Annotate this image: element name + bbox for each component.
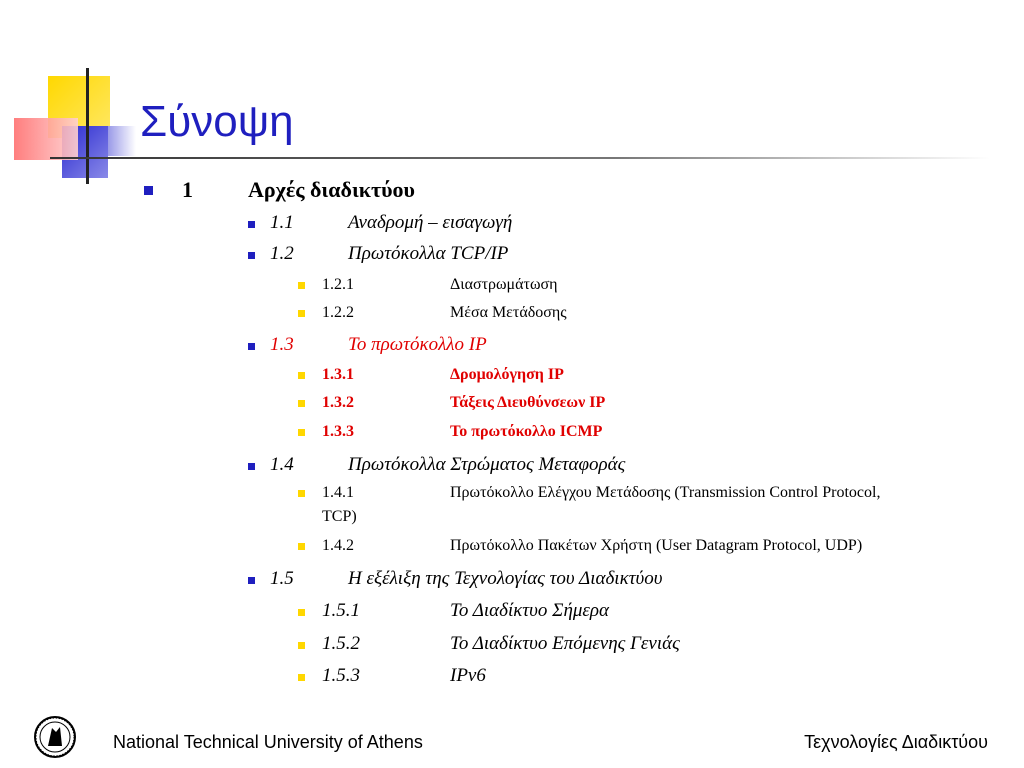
bullet-icon — [298, 310, 305, 317]
footer-course-title: Τεχνολογίες Διαδικτύου — [804, 732, 988, 752]
corner-vertical-line — [86, 68, 89, 184]
bullet-icon — [248, 577, 255, 584]
outline-text: Πρωτόκολλα TCP/IP — [348, 243, 509, 264]
outline-number: 1.5.1 — [322, 600, 360, 621]
bullet-icon — [298, 543, 305, 550]
outline-text: Τάξεις Διευθύνσεων IP — [450, 394, 606, 411]
bullet-icon — [298, 609, 305, 616]
bullet-icon — [298, 282, 305, 289]
outline-text: Το πρωτόκολλο IP — [348, 334, 487, 355]
bullet-icon — [298, 674, 305, 681]
outline-text: Αναδρομή – εισαγωγή — [348, 212, 513, 233]
bullet-icon — [248, 252, 255, 259]
outline-number: 1.3.1 — [322, 366, 354, 383]
bullet-icon — [298, 642, 305, 649]
bullet-icon — [248, 221, 255, 228]
bullet-icon — [248, 463, 255, 470]
footer-university: National Technical University of Athens — [113, 732, 423, 752]
outline-text: Πρωτόκολλα Στρώματος Μεταφοράς — [348, 454, 626, 475]
outline-text: Πρωτόκολλο Ελέγχου Μετάδοσης (Transmission Control Protocol, — [450, 484, 881, 501]
outline-text: Αρχές διαδικτύου — [248, 177, 415, 202]
outline-text-continuation: TCP) — [322, 508, 357, 525]
outline-number: 1.3 — [270, 334, 294, 355]
university-seal-logo — [34, 716, 76, 758]
outline-text: Πρωτόκολλο Πακέτων Χρήστη (User Datagram Protocol, UDP) — [450, 537, 863, 554]
outline-text: Το πρωτόκολλο ICMP — [450, 423, 603, 440]
outline-number: 1.4.1 — [322, 484, 354, 501]
outline-text: Δρομολόγηση IP — [450, 366, 564, 383]
outline-number: 1.3.2 — [322, 394, 354, 411]
bullet-icon — [298, 490, 305, 497]
corner-red-square — [14, 118, 78, 160]
outline-text: IPv6 — [450, 665, 486, 686]
bullet-icon — [298, 429, 305, 436]
outline-number: 1.2 — [270, 243, 294, 264]
bullet-icon — [144, 186, 153, 195]
outline-number: 1.2.2 — [322, 304, 354, 321]
outline-text: Διαστρωμάτωση — [450, 276, 558, 293]
bullet-icon — [298, 372, 305, 379]
bullet-icon — [248, 343, 255, 350]
outline-number: 1.2.1 — [322, 276, 354, 293]
corner-blue-fade — [108, 126, 136, 156]
outline-number: 1.1 — [270, 212, 294, 233]
outline-text: Η εξέλιξη της Τεχνολογίας του Διαδικτύου — [348, 568, 663, 589]
title-underline — [50, 157, 990, 159]
outline-number: 1.3.3 — [322, 423, 354, 440]
outline-number: 1.5.3 — [322, 665, 360, 686]
outline-text: Το Διαδίκτυο Σήμερα — [450, 600, 609, 621]
outline-number: 1.5.2 — [322, 633, 360, 654]
outline-number: 1.4.2 — [322, 537, 354, 554]
slide-title: Σύνοψη — [140, 97, 294, 146]
outline-text: Το Διαδίκτυο Επόμενης Γενιάς — [450, 633, 680, 654]
outline-number: 1.4 — [270, 454, 294, 475]
outline-number: 1 — [182, 177, 193, 202]
bullet-icon — [298, 400, 305, 407]
outline-text: Μέσα Μετάδοσης — [450, 304, 567, 321]
outline-number: 1.5 — [270, 568, 294, 589]
